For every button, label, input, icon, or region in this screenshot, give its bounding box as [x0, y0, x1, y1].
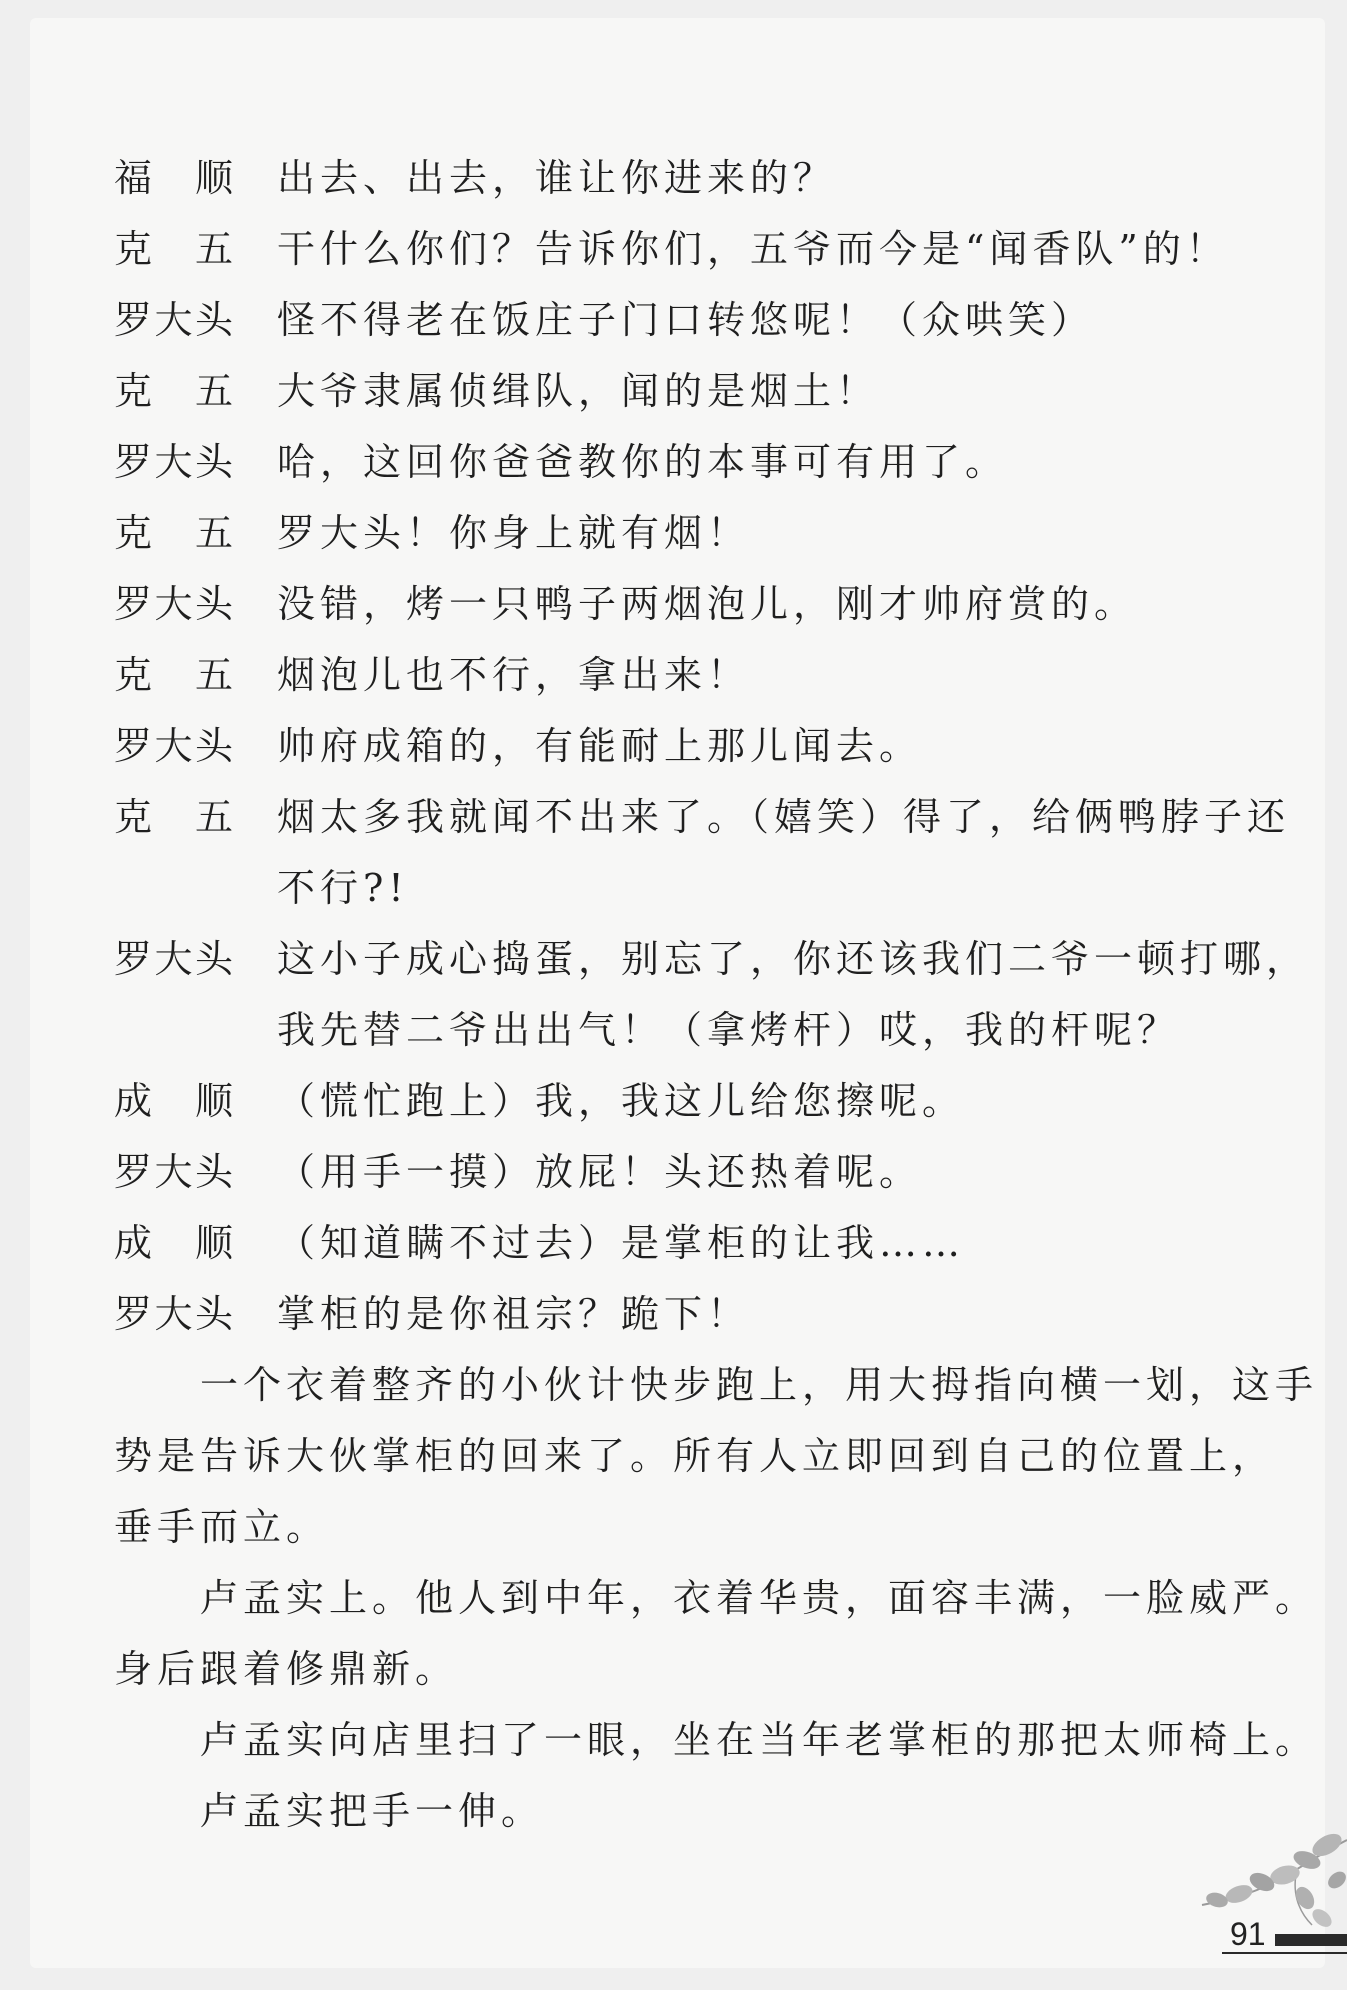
utterance: （慌忙跑上）我，我这儿给您擦呢。 [277, 1079, 966, 1123]
utterance: （用手一摸）放屁！头还热着呢。 [277, 1150, 923, 1194]
page-number-bar [1275, 1934, 1347, 1946]
utterance: 帅府成箱的，有能耐上那儿闻去。 [277, 724, 923, 768]
utterance: 大爷隶属侦缉队，闻的是烟土！ [277, 369, 880, 413]
page-number: 91 [1230, 1916, 1266, 1952]
speaker-name: 成顺 [114, 1079, 234, 1123]
dialogue-line [114, 221, 1234, 277]
stage-direction-line: 垂手而立。 [114, 1505, 330, 1549]
utterance: 掌柜的是你祖宗？跪下！ [277, 1292, 751, 1336]
utterance: （知道瞒不过去）是掌柜的让我…… [277, 1221, 966, 1265]
utterance-continuation: 不行?! [277, 866, 409, 910]
utterance: 没错，烤一只鸭子两烟泡儿，刚才帅府赏的。 [277, 582, 1138, 626]
speaker-name: 克五 [114, 511, 234, 555]
stage-direction-line: 卢孟实向店里扫了一眼，坐在当年老掌柜的那把太师椅上。 [114, 1718, 1319, 1762]
dialogue-line [114, 363, 1234, 419]
speaker-name: 罗大头 [114, 724, 234, 768]
speaker-name: 克五 [114, 795, 234, 839]
stage-direction-line: 卢孟实上。他人到中年，衣着华贵，面容丰满，一脸威严。 [114, 1576, 1319, 1620]
utterance: 怪不得老在饭庄子门口转悠呢！（众哄笑） [277, 298, 1095, 342]
dialogue-line [114, 150, 1234, 206]
stage-direction-line: 身后跟着修鼎新。 [114, 1647, 459, 1691]
utterance: 干什么你们？告诉你们，五爷而今是“闻香队”的！ [277, 227, 1229, 271]
dialogue-line [114, 1215, 1234, 1271]
speaker-name: 福顺 [114, 156, 234, 200]
utterance-continuation: 我先替二爷出出气！（拿烤杆）哎，我的杆呢？ [277, 1008, 1181, 1052]
dialogue-line [114, 434, 1234, 490]
stage-direction-line: 卢孟实把手一伸。 [114, 1789, 545, 1833]
page-number-underline [1222, 1952, 1347, 1954]
dialogue-line [114, 1286, 1234, 1342]
dialogue-line [114, 931, 1310, 987]
speaker-name: 罗大头 [114, 582, 234, 626]
speaker-name: 罗大头 [114, 1292, 234, 1336]
dialogue-line [114, 505, 1234, 561]
speaker-name: 罗大头 [114, 440, 234, 484]
utterance: 出去、出去，谁让你进来的？ [277, 156, 837, 200]
utterance: 哈，这回你爸爸教你的本事可有用了。 [277, 440, 1009, 484]
speaker-name: 罗大头 [114, 1150, 234, 1194]
utterance: 罗大头！你身上就有烟！ [277, 511, 751, 555]
dialogue-line [114, 1144, 1234, 1200]
speaker-name: 克五 [114, 227, 234, 271]
dialogue-line [114, 576, 1234, 632]
utterance: 烟太多我就闻不出来了。（嬉笑）得了，给俩鸭脖子还 [277, 795, 1291, 839]
speaker-name: 克五 [114, 653, 234, 697]
dialogue-line [114, 718, 1234, 774]
leaf-branch-icon [1197, 1820, 1347, 1930]
stage-direction-line: 势是告诉大伙掌柜的回来了。所有人立即回到自己的位置上， [114, 1434, 1276, 1478]
utterance: 这小子成心捣蛋，别忘了，你还该我们二爷一顿打哪， [277, 937, 1310, 981]
speaker-name: 罗大头 [114, 298, 234, 342]
utterance: 烟泡儿也不行，拿出来！ [277, 653, 751, 697]
speaker-name: 罗大头 [114, 937, 234, 981]
dialogue-line [114, 292, 1234, 348]
speaker-name: 克五 [114, 369, 234, 413]
dialogue-line [114, 789, 1291, 845]
stage-direction-line: 一个衣着整齐的小伙计快步跑上，用大拇指向横一划，这手 [114, 1363, 1319, 1407]
dialogue-line [114, 647, 1234, 703]
speaker-name: 成顺 [114, 1221, 234, 1265]
dialogue-line [114, 1073, 1234, 1129]
